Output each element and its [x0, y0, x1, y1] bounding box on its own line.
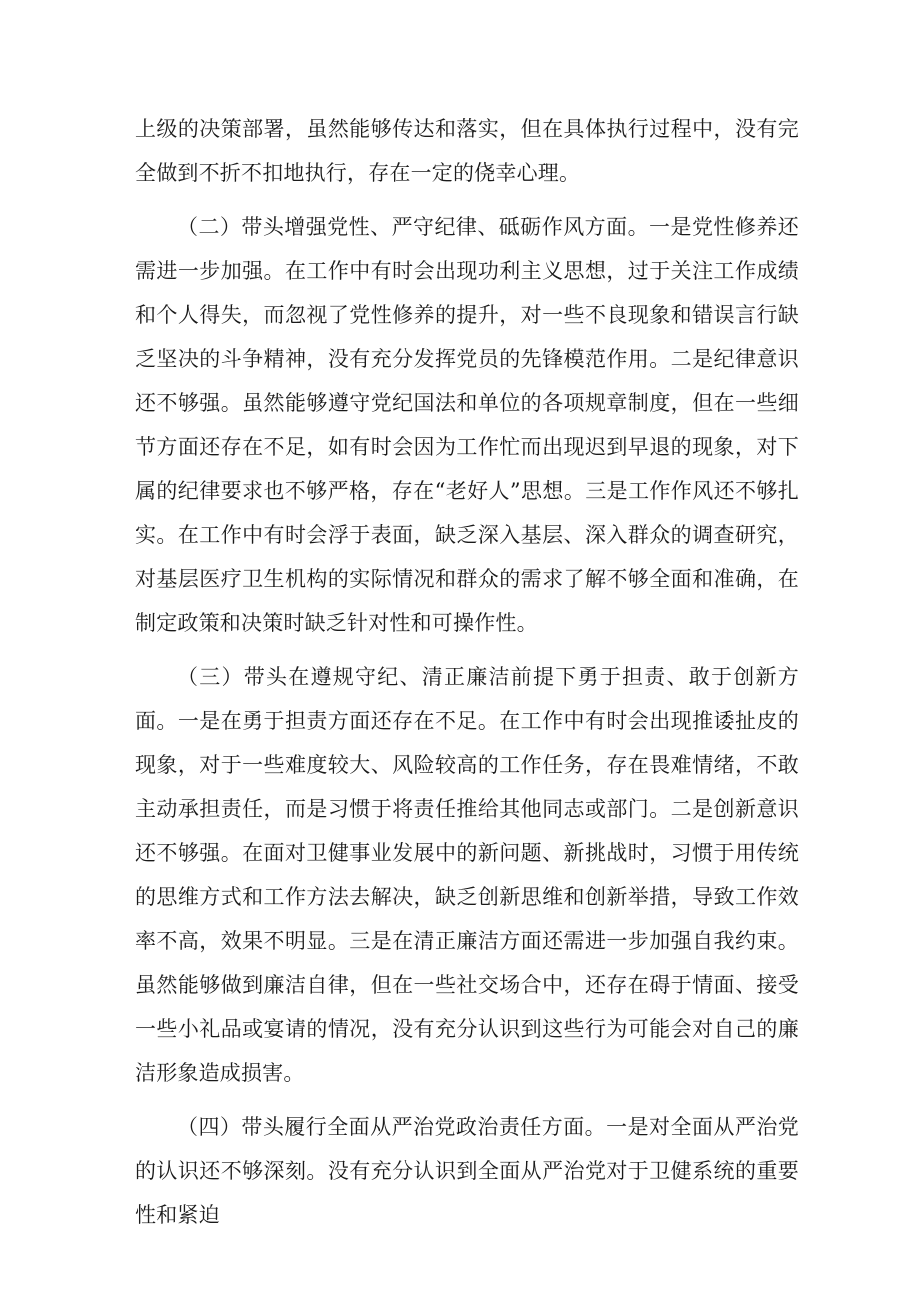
paragraph-continuation: 上级的决策部署，虽然能够传达和落实，但在具体执行过程中，没有完全做到不折不扣地执行，存在一定的侥幸心理。 — [135, 117, 799, 185]
paragraph-section-3: （三）带头在遵规守纪、清正廉洁前提下勇于担责、敢于创新方面。一是在勇于担责方面还存在不足。在工作中有时会出现推诿扯皮的现象，对于一些难度较大、风险较高的工作任务，存在畏难情绪，不敢主动承担责任，而是习惯于将责任推给其他同志或部门。二是创新意识还不够强。在面对卫健事业发展中的新问题、新挑战时，习惯于用传统的思维方式和工作方法去解决，缺乏创新思维和创新举措，导致工作效率不高，效果不明显。三是在清正廉洁方面还需进一步加强自我约束。虽然能够做到廉洁自律，但在一些社交场合中，还存在碍于情面、接受一些小礼品或宴请的情况，没有充分认识到这些行为可能会对自己的廉洁形象造成损害。 — [135, 665, 799, 1085]
paragraph-section-2: （二）带头增强党性、严守纪律、砥砺作风方面。一是党性修养还需进一步加强。在工作中有时会出现功利主义思想，过于关注工作成绩和个人得失，而忽视了党性修养的提升，对一些不良现象和错误言行缺乏坚决的斗争精神，没有充分发挥党员的先锋模范作用。二是纪律意识还不够强。虽然能够遵守党纪国法和单位的各项规章制度，但在一些细节方面还存在不足，如有时会因为工作忙而出现迟到早退的现象，对下属的纪律要求也不够严格，存在“老好人”思想。三是工作作风还不够扎实。在工作中有时会浮于表面，缺乏深入基层、深入群众的调查研究，对基层医疗卫生机构的实际情况和群众的需求了解不够全面和准确，在制定政策和决策时缺乏针对性和可操作性。 — [135, 215, 799, 635]
paragraph-section-4: （四）带头履行全面从严治党政治责任方面。一是对全面从严治党的认识还不够深刻。没有充分认识到全面从严治党对于卫健系统的重要性和紧迫 — [135, 1115, 799, 1227]
document-body — [135, 107, 799, 1247]
